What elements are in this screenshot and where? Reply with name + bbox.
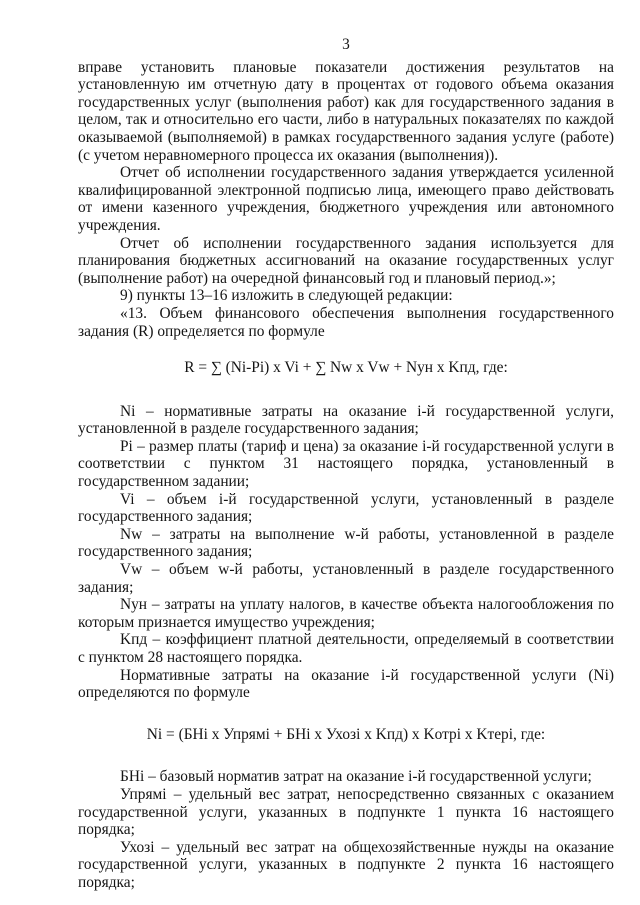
formula-ni: Ni = (БНi x Упрямi + БНi x Ухозi x Kпд) x Kотрi x Kтерi, где:: [146, 725, 546, 743]
paragraph-continuation: вправе установить плановые показатели достижения результатов на установленную им отчетную дату в процентах от годового объема оказания государственных услуг (выполнения работ) как для государственного задания в целом, так и относительно его части, либо в натуральных показателях по каждой оказываемой (выполняемой) в рамках государственного задания услуге (работе) (с учетом неравномерного процесса их оказания (выполнения)).: [78, 58, 614, 164]
definition-pi: Pi – размер платы (тариф и цена) за оказание i-й государственной услуги в соответствии с пунктом 31 настоящего порядка, установленный в государственном задании;: [78, 437, 614, 491]
definition-upryam: Упрямi – удельный вес затрат, непосредственно связанных с оказанием государственной услуги, указанных в подпункте 1 пункта 16 настоящего порядка;: [78, 785, 614, 839]
definition-nun: Nун – затраты на уплату налогов, в качестве объекта налогообложения по которым признается имущество учреждения;: [78, 596, 614, 631]
definition-kpd: Kпд – коэффициент платной деятельности, определяемый в соответствии с пунктом 28 настоящего порядка.: [78, 631, 614, 666]
paragraph-item-13: «13. Объем финансового обеспечения выполнения государственного задания (R) определяется по формуле: [78, 304, 614, 340]
paragraph-report-usage: Отчет об исполнении государственного задания используется для планирования бюджетных ассигнований на оказание государственных услуг (выполнение работ) на очередной финансовый год и плановый период.»;: [78, 234, 614, 287]
document-page: [78, 36, 614, 892]
definition-uhoz: Ухозi – удельный вес затрат на общехозяйственные нужды на оказание государственной услуги, указанных в подпункте 2 пункта 16 настоящего порядка;: [78, 838, 614, 891]
definition-nw: Nw – затраты на выполнение w-й работы, установленной в разделе государственного задания;: [78, 525, 614, 561]
formula-r: R = ∑ (Ni-Pi) x Vi + ∑ Nw x Vw + Nун x Kпд, где:: [184, 359, 508, 377]
paragraph-amendment: 9) пункты 13–16 изложить в следующей редакции:: [120, 287, 453, 305]
definition-vi: Vi – объем i-й государственной услуги, установленный в разделе государственного задания;: [78, 490, 614, 526]
definition-ni: Ni – нормативные затраты на оказание i-й государственной услуги, установленной в разделе государственного задания;: [78, 402, 614, 438]
paragraph-ni-formula-intro: Нормативные затраты на оказание i-й государственной услуги (Ni) определяются по формуле: [78, 666, 614, 702]
definition-bni: БНi – базовый норматив затрат на оказание i-й государственной услуги;: [120, 768, 592, 786]
page-number: 3: [342, 36, 350, 53]
definition-vw: Vw – объем w-й работы, установленный в разделе государственного задания;: [78, 561, 614, 596]
paragraph-report-signature: Отчет об исполнении государственного задания утверждается усиленной квалифицированной электронной подписью лица, имеющего право действовать от имени казенного учреждения, бюджетного учреждения или автономного учреждения.: [78, 164, 614, 234]
